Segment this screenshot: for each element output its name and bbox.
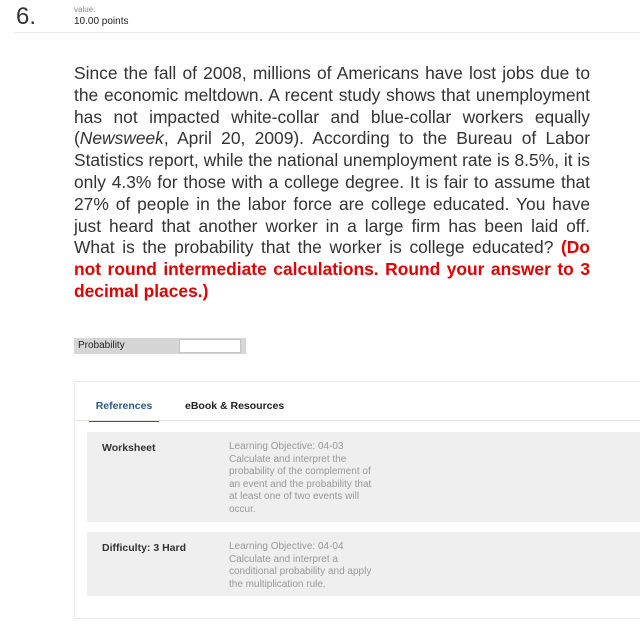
tabs-divider bbox=[75, 420, 640, 421]
points-value: 10.00 points bbox=[74, 16, 129, 27]
header-divider bbox=[14, 32, 640, 33]
probability-label: Probability bbox=[78, 340, 125, 351]
rounding-instruction: (Do not round intermediate calculations. Round your answer to 3 decimal places.) bbox=[74, 237, 590, 301]
learning-objective-04-03: Learning Objective: 04-03 Calculate and interpret the probability of the complement of an event and the probability that at least one of two events will occur. bbox=[229, 441, 372, 515]
difficulty-title: Difficulty: 3 Hard bbox=[102, 542, 187, 554]
references-section bbox=[74, 381, 640, 619]
tab-references[interactable]: References bbox=[89, 392, 159, 422]
worksheet-title: Worksheet bbox=[102, 442, 156, 454]
question-value bbox=[74, 5, 129, 28]
question-number: 6. bbox=[16, 3, 37, 30]
question-source-title: Newsweek bbox=[79, 128, 164, 149]
learning-objective-04-04: Learning Objective: 04-04 Calculate and interpret a conditional probability and apply the multiplication rule. bbox=[229, 541, 372, 590]
tab-ebook-resources[interactable]: eBook & Resources bbox=[185, 400, 285, 412]
difficulty-panel bbox=[87, 532, 640, 596]
probability-input[interactable] bbox=[179, 339, 241, 353]
answer-row bbox=[74, 338, 246, 354]
question-text-part1: Since the fall of 2008, millions of Americans have lost jobs due to the economic meltdown. A recent study shows that unemployment has not impacted white-collar and blue-collar workers equally ( bbox=[74, 63, 590, 149]
worksheet-panel bbox=[87, 432, 640, 522]
value-label: value: bbox=[74, 5, 96, 14]
question-text bbox=[74, 63, 590, 303]
question-text-part2: , April 20, 2009). According to the Bureau of Labor Statistics report, while the national unemployment rate is 8.5%, it is only 4.3% for those with a college degree. It is fair to assume that 27% of people in the labor force are college educated. You have just heard that another worker in a large firm has been laid off. What is the probability that the worker is college educated? bbox=[74, 128, 590, 258]
